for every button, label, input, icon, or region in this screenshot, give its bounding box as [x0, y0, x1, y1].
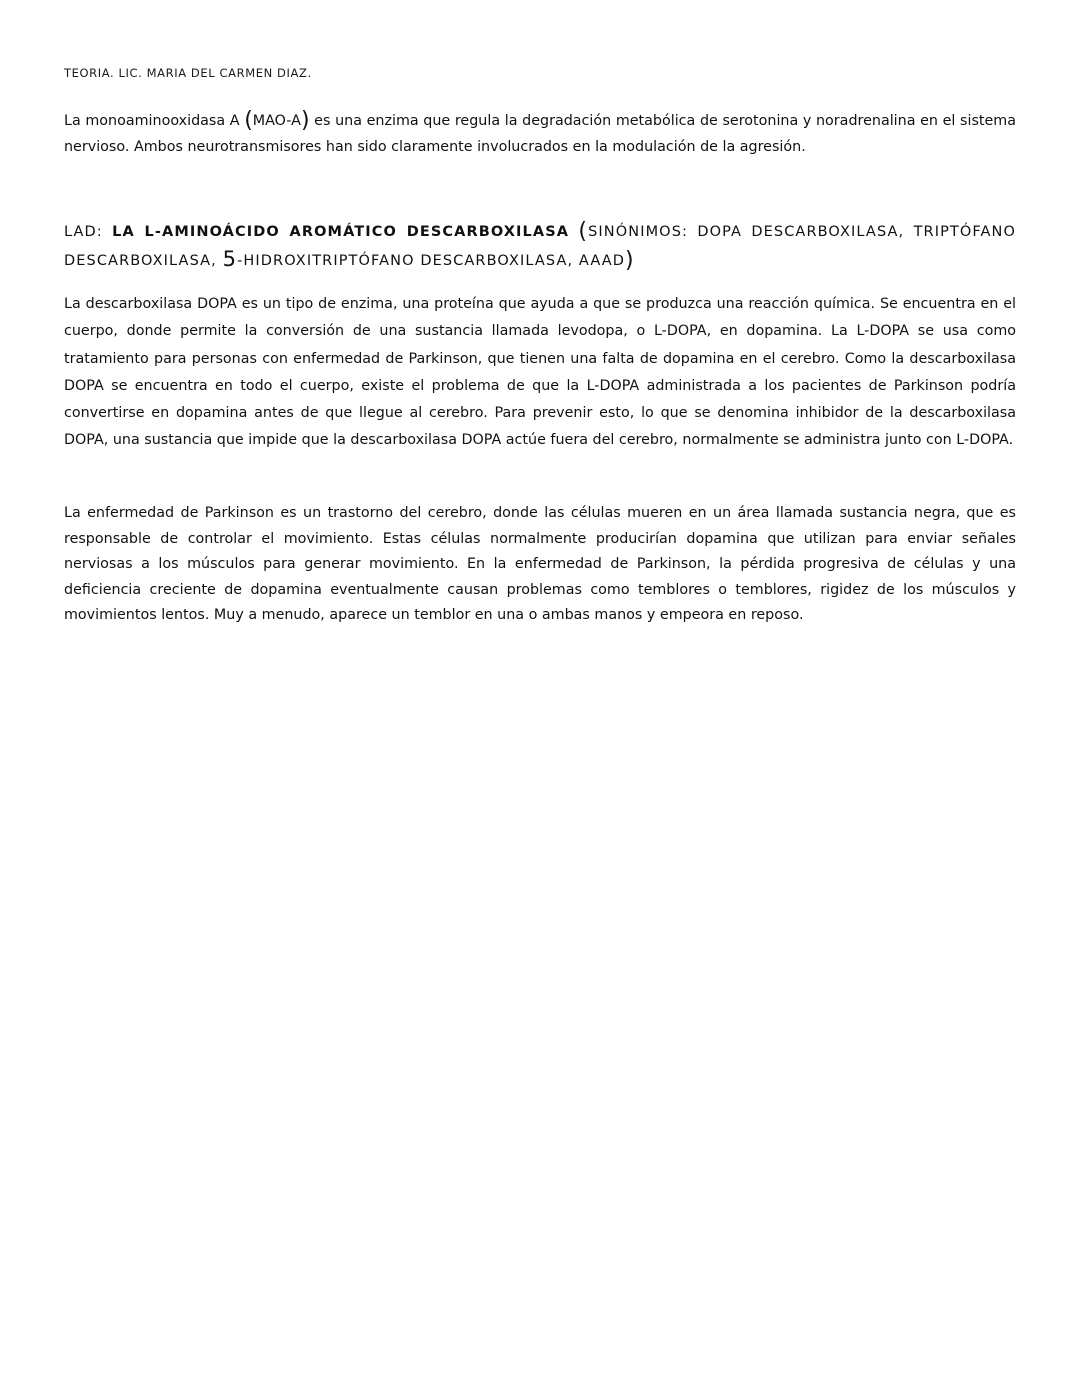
lad-section-heading [64, 218, 1016, 275]
paren-open: ( [578, 219, 589, 244]
lad-synonyms-part2: -HIDROXITRIPTÓFANO DESCARBOXILASA, AAAD [237, 253, 626, 269]
intro-text-before: La monoaminooxidasa A [64, 113, 245, 129]
intro-paragraph [64, 108, 1016, 160]
lad-title: LA L-AMINOÁCIDO AROMÁTICO DESCARBOXILASA [112, 224, 570, 240]
dopa-decarboxylase-paragraph: La descarboxilasa DOPA es un tipo de enzima, una proteína que ayuda a que se produzca una reacción química. Se encuentra en el cuerpo, donde permite la conversión de una sustancia llamada levodopa, o L-DOPA, en dopamina. La L-DOPA se usa como tratamiento para personas con enfermedad de Parkinson, que tienen una falta de dopamina en el cerebro. Como la descarboxilasa DOPA se encuentra en todo el cuerpo, existe el problema de que la L-DOPA administrada a los pacientes de Parkinson podría convertirse en dopamina antes de que llegue al cerebro. Para prevenir esto, lo que se denomina inhibidor de la descarboxilasa DOPA, una sustancia que impide que la descarboxilasa DOPA actúe fuera del cerebro, normalmente se administra junto con L-DOPA. [64, 296, 1016, 449]
lad-synonyms-five: 5 [222, 247, 238, 271]
paren-close: ) [300, 108, 310, 133]
document-header: TEORIA. LIC. MARIA DEL CARMEN DIAZ. [64, 66, 312, 80]
lad-synonyms-part1: SINÓNIMOS: DOPA DESCARBOXILASA, TRIPTÓFANO DESCARBOXILASA, [64, 224, 1016, 269]
parkinson-paragraph: La enfermedad de Parkinson es un trastorno del cerebro, donde las células mueren en un área llamada sustancia negra, que es responsable de controlar el movimiento. Estas células normalmente producirían dopamina que utilizan para enviar señales nerviosas a los músculos para generar movimiento. En la enfermedad de Parkinson, la pérdida progresiva de células y una deficiencia creciente de dopamina eventualmente causan problemas como temblores o temblores, rigidez de los músculos y movimientos lentos. Muy a menudo, aparece un temblor en una o ambas manos y empeora en reposo. [64, 505, 1016, 624]
paren-open: ( [244, 108, 253, 133]
mao-a-abbreviation: MAO-A [252, 113, 301, 129]
intro-text-after: es una enzima que regula la degradación metabólica de serotonina y noradrenalina en el sistema nervioso. Ambos neurotransmisores han sido claramente involucrados en la modulación de la agresión. [64, 113, 1016, 155]
lad-prefix: LAD: [64, 224, 113, 240]
paren-close: ) [625, 248, 635, 273]
